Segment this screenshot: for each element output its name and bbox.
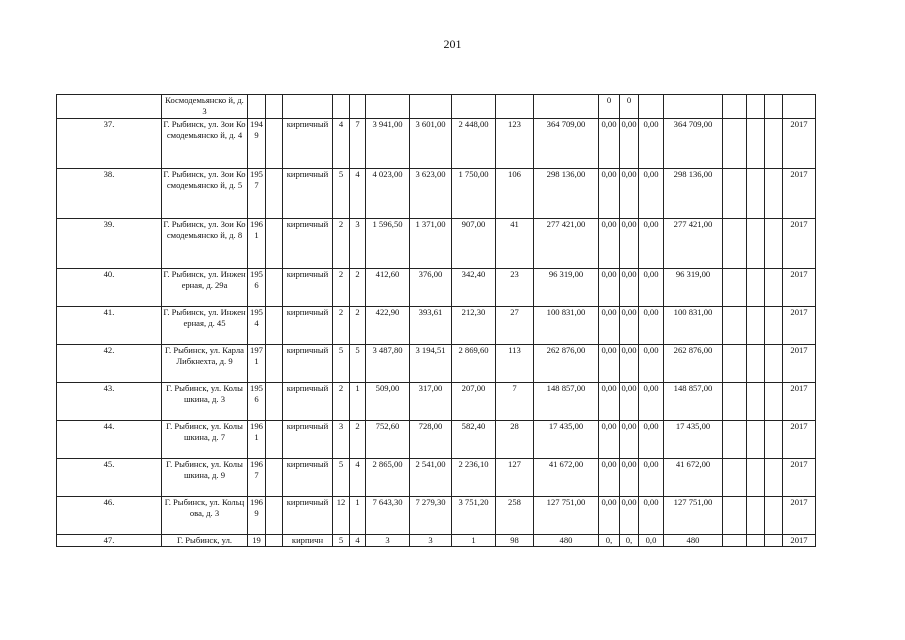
cell-residents: 258 — [496, 497, 534, 535]
cell-area-living: 7 279,30 — [410, 497, 452, 535]
cell-year: 19 — [248, 535, 266, 547]
cell-entrances: 7 — [350, 119, 366, 169]
cell-floors: 2 — [333, 219, 350, 269]
cell-wall-material: кирпичный — [283, 421, 333, 459]
cell-end-year: 2017 — [783, 421, 816, 459]
cell-year: 1949 — [248, 119, 266, 169]
cell-total: 480 — [664, 535, 723, 547]
cell-empty — [266, 219, 283, 269]
cell-wall-material: кирпичный — [283, 459, 333, 497]
cell-floors: 2 — [333, 383, 350, 421]
cell-residents: 113 — [496, 345, 534, 383]
cell-empty — [723, 169, 747, 219]
cell-f: 0,00 — [599, 307, 620, 345]
cell-number: 41. — [57, 307, 162, 345]
cell-h: 0,00 — [639, 459, 664, 497]
cell-address: Г. Рыбинск, ул. — [162, 535, 248, 547]
cell-number: 39. — [57, 219, 162, 269]
cell-area-residential: 582,40 — [452, 421, 496, 459]
cell-residents: 27 — [496, 307, 534, 345]
cell-f: 0, — [599, 535, 620, 547]
cell-wall-material: кирпичный — [283, 219, 333, 269]
cell-empty — [747, 307, 765, 345]
cell-floors: 5 — [333, 535, 350, 547]
cell-empty — [747, 383, 765, 421]
cell-h: 0,00 — [639, 383, 664, 421]
cell-area-total: 412,60 — [366, 269, 410, 307]
cell-floors: 2 — [333, 307, 350, 345]
cell-cost: 298 136,00 — [534, 169, 599, 219]
cell-empty — [266, 459, 283, 497]
cell-address: Г. Рыбинск, ул. Зои Космодемьянско й, д. 5 — [162, 169, 248, 219]
cell-cost: 127 751,00 — [534, 497, 599, 535]
cell-empty — [747, 119, 765, 169]
cell-empty — [266, 497, 283, 535]
cell-floors: 3 — [333, 421, 350, 459]
cell-area-residential: 2 236,10 — [452, 459, 496, 497]
cell-h: 0,00 — [639, 169, 664, 219]
cell-address: Г. Рыбинск, ул. Колышкина, д. 9 — [162, 459, 248, 497]
cell-residents: 123 — [496, 119, 534, 169]
cell-area-total: 1 596,50 — [366, 219, 410, 269]
page-number: 201 — [443, 37, 462, 51]
cell-empty — [747, 269, 765, 307]
cell-entrances: 2 — [350, 307, 366, 345]
cell-h: 0,00 — [639, 269, 664, 307]
cell-area-residential: 1 750,00 — [452, 169, 496, 219]
cell-number: 38. — [57, 169, 162, 219]
cell-empty — [266, 535, 283, 547]
cell-empty — [266, 345, 283, 383]
cell-wall-material: кирпичный — [283, 383, 333, 421]
cell-residents: 98 — [496, 535, 534, 547]
cell-f: 0,00 — [599, 459, 620, 497]
cell-entrances: 4 — [350, 535, 366, 547]
cell-area-total: 752,60 — [366, 421, 410, 459]
cell-empty — [266, 169, 283, 219]
table-row — [57, 119, 816, 169]
cell-f: 0,00 — [599, 383, 620, 421]
cell-empty — [747, 497, 765, 535]
cell-empty — [765, 307, 783, 345]
cell-empty — [765, 269, 783, 307]
cell-f: 0,00 — [599, 345, 620, 383]
cell-h: 0,00 — [639, 307, 664, 345]
cell-f: 0,00 — [599, 421, 620, 459]
cell-area-living: 3 601,00 — [410, 119, 452, 169]
cell-end-year: 2017 — [783, 307, 816, 345]
table-row — [57, 169, 816, 219]
cell-floors: 5 — [333, 345, 350, 383]
cell-empty — [723, 119, 747, 169]
cell-h: 0,00 — [639, 345, 664, 383]
cell-f: 0,00 — [599, 169, 620, 219]
cell-empty — [765, 497, 783, 535]
cell-wall-material: кирпичный — [283, 497, 333, 535]
cell-empty — [723, 535, 747, 547]
cell-entrances: 1 — [350, 497, 366, 535]
cell-entrances: 1 — [350, 383, 366, 421]
cell-g: 0,00 — [620, 119, 639, 169]
cell-empty — [765, 535, 783, 547]
cell-g: 0,00 — [620, 219, 639, 269]
cell-g: 0,00 — [620, 497, 639, 535]
cell-address: Г. Рыбинск, ул. Зои Космодемьянско й, д. 4 — [162, 119, 248, 169]
cell-number: 45. — [57, 459, 162, 497]
cell-h: 0,00 — [639, 497, 664, 535]
table-row — [57, 383, 816, 421]
cell-total: 277 421,00 — [664, 219, 723, 269]
cell-wall-material: кирпичный — [283, 307, 333, 345]
cell-empty — [723, 497, 747, 535]
cell-area-living: 3 — [410, 535, 452, 547]
cell-wall-material: кирпичный — [283, 269, 333, 307]
cell-area-total: 4 023,00 — [366, 169, 410, 219]
cell-address: Г. Рыбинск, ул. Карла Либкнехта, д. 9 — [162, 345, 248, 383]
table-row — [57, 535, 816, 547]
cell-residents: 28 — [496, 421, 534, 459]
table-row — [57, 269, 816, 307]
cell-total: 96 319,00 — [664, 269, 723, 307]
cell-year: 1954 — [248, 307, 266, 345]
cell-g: 0,00 — [620, 269, 639, 307]
cell-wall-material: кирпичный — [283, 169, 333, 219]
cell-empty — [765, 345, 783, 383]
cell-g: 0, — [620, 535, 639, 547]
cell-total: 148 857,00 — [664, 383, 723, 421]
cell-area-residential: 1 — [452, 535, 496, 547]
cell-cost: 100 831,00 — [534, 307, 599, 345]
cell-area-living: 3 194,51 — [410, 345, 452, 383]
table-row — [57, 219, 816, 269]
cell-area-living: 728,00 — [410, 421, 452, 459]
cell-cost: 480 — [534, 535, 599, 547]
cell-h: 0,00 — [639, 421, 664, 459]
cell-area-residential: 212,30 — [452, 307, 496, 345]
cell-area-living: 1 371,00 — [410, 219, 452, 269]
cell-year: 1956 — [248, 383, 266, 421]
cell-cost: 17 435,00 — [534, 421, 599, 459]
cell-empty — [765, 421, 783, 459]
cell-end-year: 2017 — [783, 169, 816, 219]
cell-cost: 41 672,00 — [534, 459, 599, 497]
cell-cost: 262 876,00 — [534, 345, 599, 383]
cell-g: 0,00 — [620, 383, 639, 421]
cell-entrances: 4 — [350, 169, 366, 219]
cell-end-year: 2017 — [783, 459, 816, 497]
cell-g: 0,00 — [620, 459, 639, 497]
cell-empty — [723, 269, 747, 307]
cell-area-residential: 2 869,60 — [452, 345, 496, 383]
table-row — [57, 459, 816, 497]
cell-end-year: 2017 — [783, 535, 816, 547]
cell-empty — [723, 307, 747, 345]
cell-area-residential: 907,00 — [452, 219, 496, 269]
cell-cost: 148 857,00 — [534, 383, 599, 421]
cell-total: 17 435,00 — [664, 421, 723, 459]
cell-empty — [765, 383, 783, 421]
cell-end-year: 2017 — [783, 497, 816, 535]
cell-area-residential: 3 751,20 — [452, 497, 496, 535]
cell-h: 0,00 — [639, 119, 664, 169]
cell-area-residential: 342,40 — [452, 269, 496, 307]
cell-floors: 4 — [333, 119, 350, 169]
cell-empty — [723, 219, 747, 269]
cell-address: Г. Рыбинск, ул. Колышкина, д. 3 — [162, 383, 248, 421]
cell-area-total: 422,90 — [366, 307, 410, 345]
cell-cost: 277 421,00 — [534, 219, 599, 269]
cell-h: 0,00 — [639, 219, 664, 269]
cell-total: 41 672,00 — [664, 459, 723, 497]
cell-total: 127 751,00 — [664, 497, 723, 535]
cell-address: Г. Рыбинск, ул. Зои Космодемьянско й, д. 8 — [162, 219, 248, 269]
cell-residents: 41 — [496, 219, 534, 269]
cell-cost: 364 709,00 — [534, 119, 599, 169]
cell-area-living: 317,00 — [410, 383, 452, 421]
cell-floors: 12 — [333, 497, 350, 535]
cell-total: 100 831,00 — [664, 307, 723, 345]
cell-floors: 2 — [333, 269, 350, 307]
cell-empty — [747, 535, 765, 547]
cell-area-residential: 2 448,00 — [452, 119, 496, 169]
cell-empty — [266, 421, 283, 459]
cell-year: 1961 — [248, 421, 266, 459]
cell-number: 42. — [57, 345, 162, 383]
cell-end-year: 2017 — [783, 219, 816, 269]
cell-floors: 5 — [333, 169, 350, 219]
cell-total: 364 709,00 — [664, 119, 723, 169]
table-row — [57, 307, 816, 345]
cell-empty — [747, 345, 765, 383]
cell-wall-material: кирпичный — [283, 119, 333, 169]
cell-area-total: 3 941,00 — [366, 119, 410, 169]
cell-empty — [747, 169, 765, 219]
cell-empty — [765, 459, 783, 497]
cell-end-year: 2017 — [783, 269, 816, 307]
cell-empty — [765, 169, 783, 219]
cell-cost: 96 319,00 — [534, 269, 599, 307]
cell-area-living: 376,00 — [410, 269, 452, 307]
cell-h: 0,0 — [639, 535, 664, 547]
cell-year: 1967 — [248, 459, 266, 497]
cell-empty — [723, 421, 747, 459]
cell-residents: 106 — [496, 169, 534, 219]
cell-entrances: 2 — [350, 421, 366, 459]
cell-empty — [765, 119, 783, 169]
cell-number: 43. — [57, 383, 162, 421]
cell-empty — [747, 421, 765, 459]
cell-area-total: 2 865,00 — [366, 459, 410, 497]
cell-floors: 5 — [333, 459, 350, 497]
cell-year: 1971 — [248, 345, 266, 383]
cell-year: 1961 — [248, 219, 266, 269]
cell-f: 0,00 — [599, 497, 620, 535]
cell-g: 0 — [620, 95, 639, 119]
table-row — [57, 345, 816, 383]
cell-empty — [723, 383, 747, 421]
cell-empty — [266, 307, 283, 345]
cell-end-year: 2017 — [783, 119, 816, 169]
cell-area-living: 2 541,00 — [410, 459, 452, 497]
cell-g: 0,00 — [620, 345, 639, 383]
cell-g: 0,00 — [620, 307, 639, 345]
cell-area-residential: 207,00 — [452, 383, 496, 421]
cell-entrances: 2 — [350, 269, 366, 307]
cell-number: 44. — [57, 421, 162, 459]
table-row-continuation — [57, 95, 816, 119]
cell-area-total: 509,00 — [366, 383, 410, 421]
table-row — [57, 421, 816, 459]
cell-end-year: 2017 — [783, 383, 816, 421]
cell-wall-material: кирпичный — [283, 345, 333, 383]
cell-empty — [266, 383, 283, 421]
cell-area-total: 3 487,80 — [366, 345, 410, 383]
cell-residents: 7 — [496, 383, 534, 421]
table-row — [57, 497, 816, 535]
cell-number: 47. — [57, 535, 162, 547]
cell-wall-material: кирпичн — [283, 535, 333, 547]
cell-f: 0,00 — [599, 269, 620, 307]
cell-residents: 23 — [496, 269, 534, 307]
cell-f: 0 — [599, 95, 620, 119]
cell-address: Г. Рыбинск, ул. Кольцова, д. 3 — [162, 497, 248, 535]
cell-empty — [266, 119, 283, 169]
cell-residents: 127 — [496, 459, 534, 497]
cell-address: Г. Рыбинск, ул. Инженерная, д. 45 — [162, 307, 248, 345]
cell-total: 262 876,00 — [664, 345, 723, 383]
cell-area-living: 393,61 — [410, 307, 452, 345]
cell-area-living: 3 623,00 — [410, 169, 452, 219]
cell-empty — [723, 459, 747, 497]
cell-entrances: 5 — [350, 345, 366, 383]
cell-address: Космодемьянско й, д. 3 — [162, 95, 248, 119]
housing-register-table — [56, 94, 816, 547]
cell-empty — [747, 219, 765, 269]
cell-year: 1969 — [248, 497, 266, 535]
cell-total: 298 136,00 — [664, 169, 723, 219]
cell-entrances: 3 — [350, 219, 366, 269]
cell-address: Г. Рыбинск, ул. Колышкина, д. 7 — [162, 421, 248, 459]
cell-empty — [266, 269, 283, 307]
cell-year: 1957 — [248, 169, 266, 219]
cell-entrances: 4 — [350, 459, 366, 497]
cell-empty — [723, 345, 747, 383]
cell-year: 1956 — [248, 269, 266, 307]
cell-number: 37. — [57, 119, 162, 169]
cell-g: 0,00 — [620, 169, 639, 219]
cell-number: 40. — [57, 269, 162, 307]
cell-area-total: 7 643,30 — [366, 497, 410, 535]
cell-empty — [765, 219, 783, 269]
cell-end-year: 2017 — [783, 345, 816, 383]
cell-address: Г. Рыбинск, ул. Инженерная, д. 29а — [162, 269, 248, 307]
cell-number — [57, 95, 162, 119]
cell-number: 46. — [57, 497, 162, 535]
cell-g: 0,00 — [620, 421, 639, 459]
cell-area-total: 3 — [366, 535, 410, 547]
cell-f: 0,00 — [599, 119, 620, 169]
cell-f: 0,00 — [599, 219, 620, 269]
cell-empty — [747, 459, 765, 497]
